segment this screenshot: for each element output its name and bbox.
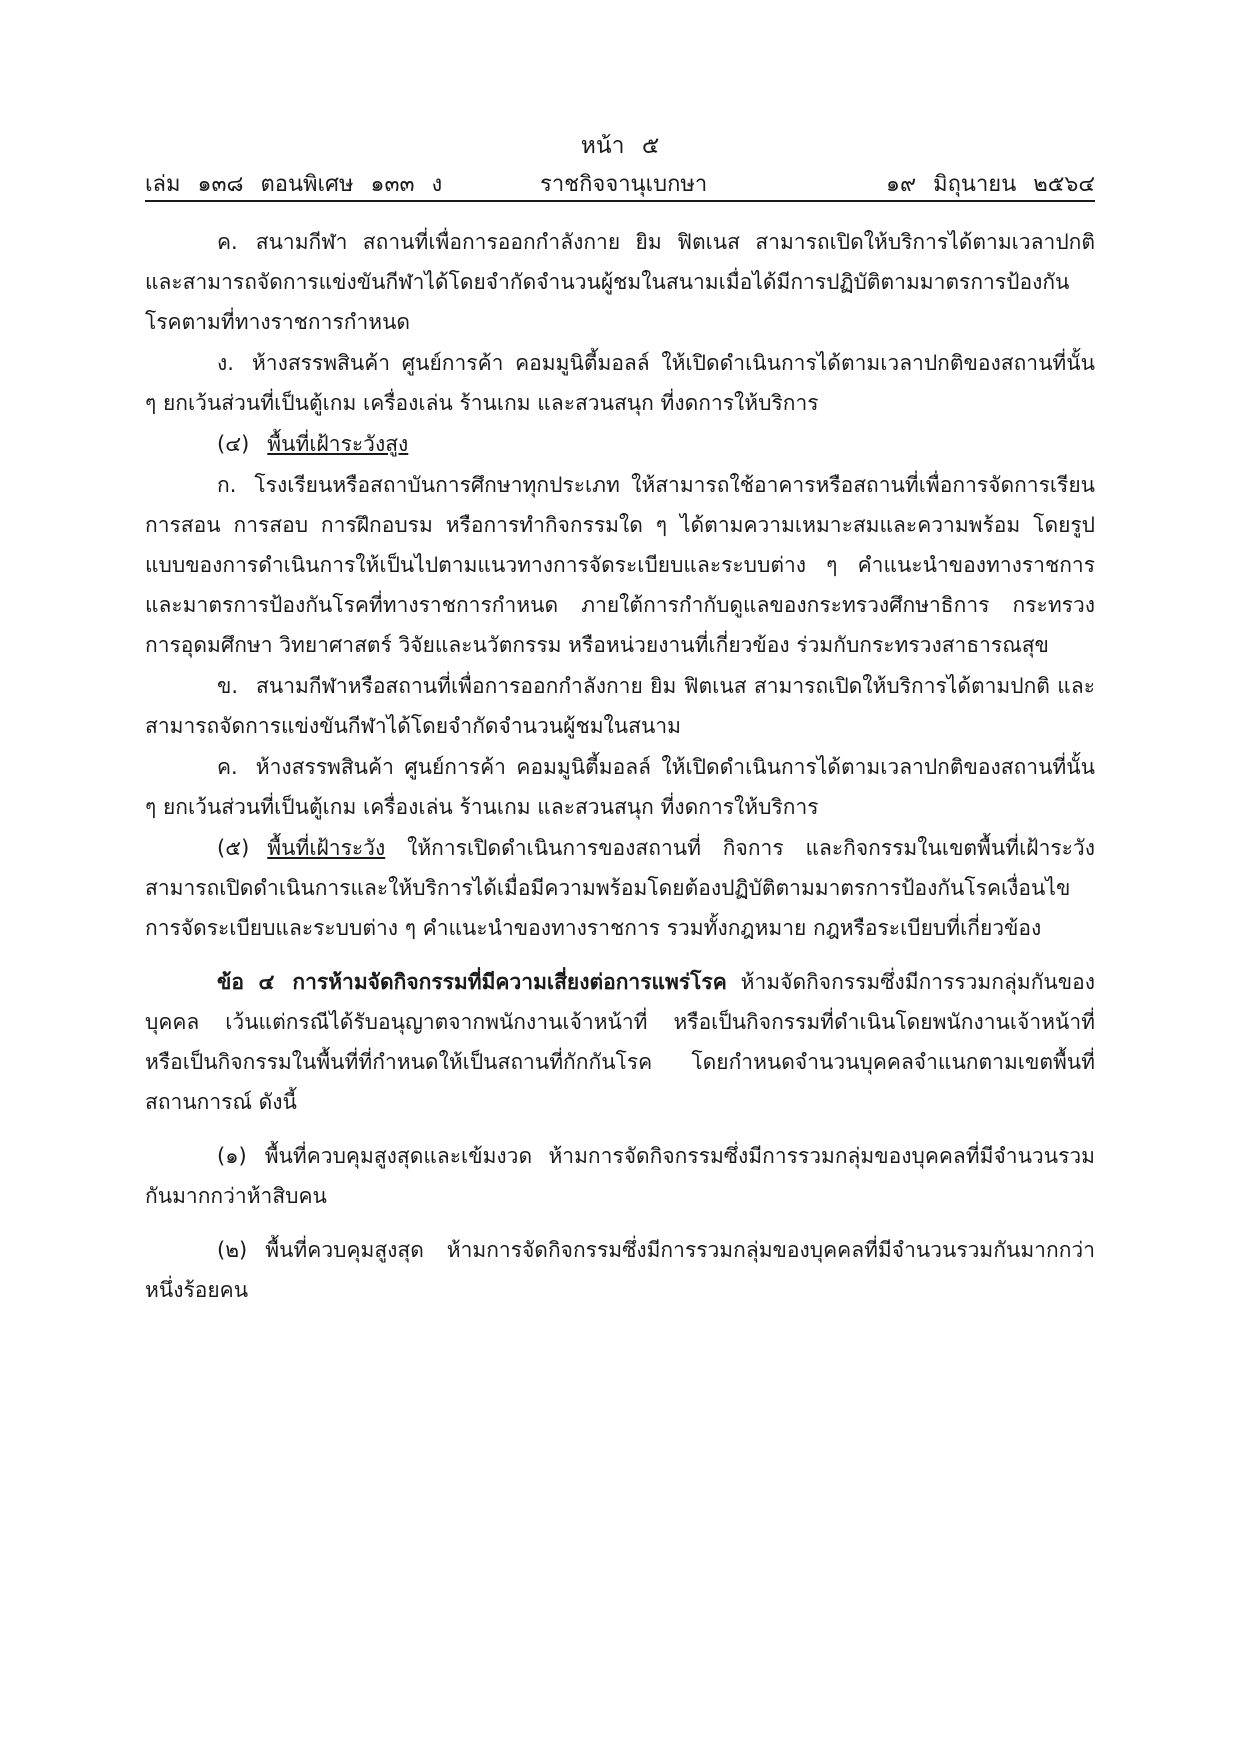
item-label: ง. [217, 351, 234, 375]
item-label: ก. [217, 473, 237, 497]
header-volume: เล่ม ๑๓๘ ตอนพิเศษ ๑๓๓ ง [145, 172, 443, 197]
paragraph-text: พื้นที่ควบคุมสูงสุด ห้ามการจัดกิจกรรมซึ่งมีการรวมกลุ่มของบุคคลที่มีจำนวนรวมกันมากกว่าหนึ่งร้อยคน [145, 1238, 1095, 1302]
paragraph-kho-sports-venues [145, 666, 1095, 746]
paragraph-text: ห้างสรรพสินค้า ศูนย์การค้า คอมมูนิตี้มอลล์ ให้เปิดดำเนินการได้ตามเวลาปกติของสถานที่นั้น ๆ ยกเว้นส่วนที่เป็นตู้เกม เครื่องเล่น ร้านเกม และสวนสนุก ที่งดการให้บริการ [145, 351, 1095, 415]
item-label: ค. [217, 755, 238, 779]
paragraph-text: สนามกีฬาหรือสถานที่เพื่อการออกกำลังกาย ยิม ฟิตเนส สามารถเปิดให้บริการได้ตามปกติ และสามารถจัดการแข่งขันกีฬาได้โดยจำกัดจำนวนผู้ชมในสนาม [145, 674, 1095, 738]
paragraph-kho-sports [145, 222, 1095, 342]
paragraph-zone-2 [145, 1230, 1095, 1310]
clause-4 [145, 962, 1095, 1122]
paragraph-text: ให้การเปิดดำเนินการของสถานที่ กิจการ และกิจกรรมในเขตพื้นที่เฝ้าระวัง สามารถเปิดดำเนินการและให้บริการได้เมื่อมีความพร้อมโดยต้องปฏิบัติตามมาตรการป้องกันโรคเงื่อนไขการจัดระเบียบและระบบต่าง ๆ คำแนะนำของทางราชการ รวมทั้งกฎหมาย กฎหรือระเบียบที่เกี่ยวข้อง [145, 836, 1095, 940]
paragraph-zone-1 [145, 1136, 1095, 1216]
paragraph-text: สนามกีฬา สถานที่เพื่อการออกกำลังกาย ยิม ฟิตเนส สามารถเปิดให้บริการได้ตามเวลาปกติ และสามารถจัดการแข่งขันกีฬาได้โดยจำกัดจำนวนผู้ชมในสนามเมื่อได้มีการปฏิบัติตามมาตรการป้องกันโรคตามที่ทางราชการกำหนด [145, 230, 1095, 334]
paragraph-text: พื้นที่ควบคุมสูงสุดและเข้มงวด ห้ามการจัดกิจกรรมซึ่งมีการรวมกลุ่มของบุคคลที่มีจำนวนรวมกันมากกว่าห้าสิบคน [145, 1144, 1095, 1208]
page-number: หน้า ๕ [580, 133, 660, 159]
paragraph-ko-schools [145, 465, 1095, 665]
section-number: (๕) [217, 836, 250, 860]
section-heading: พื้นที่เฝ้าระวังสูง [267, 432, 409, 456]
item-number: (๒) [217, 1238, 248, 1262]
item-label: ค. [217, 230, 238, 254]
item-number: (๑) [217, 1144, 247, 1168]
paragraph-text: โรงเรียนหรือสถาบันการศึกษาทุกประเภท ให้สามารถใช้อาคารหรือสถานที่เพื่อการจัดการเรียนการสอน การสอบ การฝึกอบรม หรือการทำกิจกรรมใด ๆ ได้ตามความเหมาะสมและความพร้อม โดยรูปแบบของการดำเนินการให้เป็นไปตามแนวทางการจัดระเบียบและระบบต่าง ๆ คำแนะนำของทางราชการ และมาตรการป้องกันโรคที่ทางราชการกำหนด ภายใต้การกำกับดูแลของกระทรวงศึกษาธิการ กระทรวงการอุดมศึกษา วิทยาศาสตร์ วิจัยและนวัตกรรม หรือหน่วยงานที่เกี่ยวข้อง ร่วมกับกระทรวงสาธารณสุข [145, 473, 1095, 657]
paragraph-ngo-malls [145, 343, 1095, 423]
paragraph-kho-malls [145, 747, 1095, 827]
header-date: ๑๙ มิถุนายน ๒๕๖๔ [886, 172, 1095, 197]
clause-heading: การห้ามจัดกิจกรรมที่มีความเสี่ยงต่อการแพร่โรค [292, 970, 727, 994]
paragraph-text: ห้ามจัดกิจกรรมซึ่งมีการรวมกลุ่มกันของบุคคล เว้นแต่กรณีได้รับอนุญาตจากพนักงานเจ้าหน้าที่ หรือเป็นกิจกรรมที่ดำเนินโดยพนักงานเจ้าหน้าที่ หรือเป็นกิจกรรมในพื้นที่ที่กำหนดให้เป็นสถานที่กักกันโรค โดยกำหนดจำนวนบุคคลจำแนกตามเขตพื้นที่สถานการณ์ ดังนี้ [145, 970, 1095, 1114]
document-body [145, 222, 1095, 1311]
section-surveillance [145, 828, 1095, 948]
paragraph-text: ห้างสรรพสินค้า ศูนย์การค้า คอมมูนิตี้มอลล์ ให้เปิดดำเนินการได้ตามเวลาปกติของสถานที่นั้น ๆ ยกเว้นส่วนที่เป็นตู้เกม เครื่องเล่น ร้านเกม และสวนสนุก ที่งดการให้บริการ [145, 755, 1095, 819]
section-number: (๔) [217, 432, 250, 456]
clause-number: ข้อ ๔ [217, 970, 275, 994]
header-gazette-title: ราชกิจจานุเบกษา [540, 172, 708, 197]
section-high-surveillance [145, 424, 1095, 464]
gazette-header [145, 166, 1095, 202]
section-heading: พื้นที่เฝ้าระวัง [267, 836, 386, 860]
item-label: ข. [217, 674, 239, 698]
